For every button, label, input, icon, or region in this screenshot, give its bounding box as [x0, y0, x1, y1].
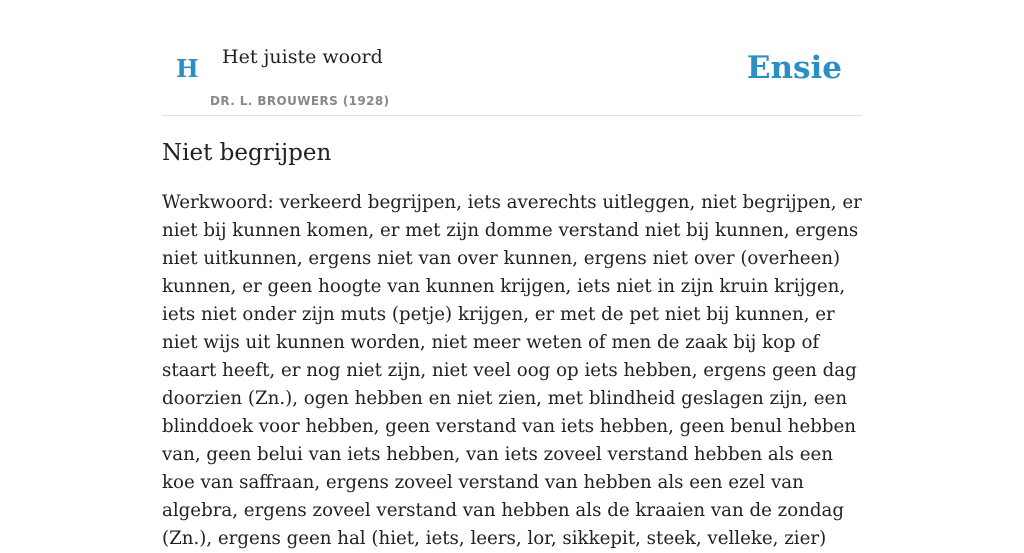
book-title[interactable]: Het juiste woord — [222, 46, 383, 68]
book-header — [162, 0, 862, 116]
entry-body: Werkwoord: verkeerd begrijpen, iets averechts uitleggen, niet begrijpen, er niet bij kunnen komen, er met zijn domme verstand niet bij kunnen, ergens niet uitkunnen, ergens niet van over kunnen, ergens niet over (overheen) kunnen, er geen hoogte van kunnen krijgen, iets niet in zijn kruin krijgen, iets niet onder zijn muts (petje) krijgen, er met de pet niet bij kunnen, er niet wijs uit kunnen worden, niet meer weten of men de zaak bij kop of staart heeft, er nog niet zijn, niet veel oog op iets hebben, ergens geen dag doorzien (Zn.), ogen hebben en niet zien, met blindheid geslagen zijn, een blinddoek voor hebben, geen verstand van iets hebben, geen benul hebben van, geen belui van iets hebben, van iets zoveel verstand hebben als een koe van saffraan, ergens zoveel verstand van hebben als een ezel van algebra, ergens zoveel verstand van hebben als de kraaien van de zondag (Zn.), ergens geen hal (hiet, iets, leers, lor, sikkepit, steek, velleke, zier) — [162, 192, 862, 549]
book-logo-icon[interactable]: H — [176, 54, 199, 83]
entry-title: Niet begrijpen — [162, 140, 332, 166]
book-author: DR. L. BROUWERS (1928) — [210, 94, 390, 108]
entry-card — [162, 0, 862, 553]
ensie-logo[interactable]: Ensie — [746, 50, 842, 86]
